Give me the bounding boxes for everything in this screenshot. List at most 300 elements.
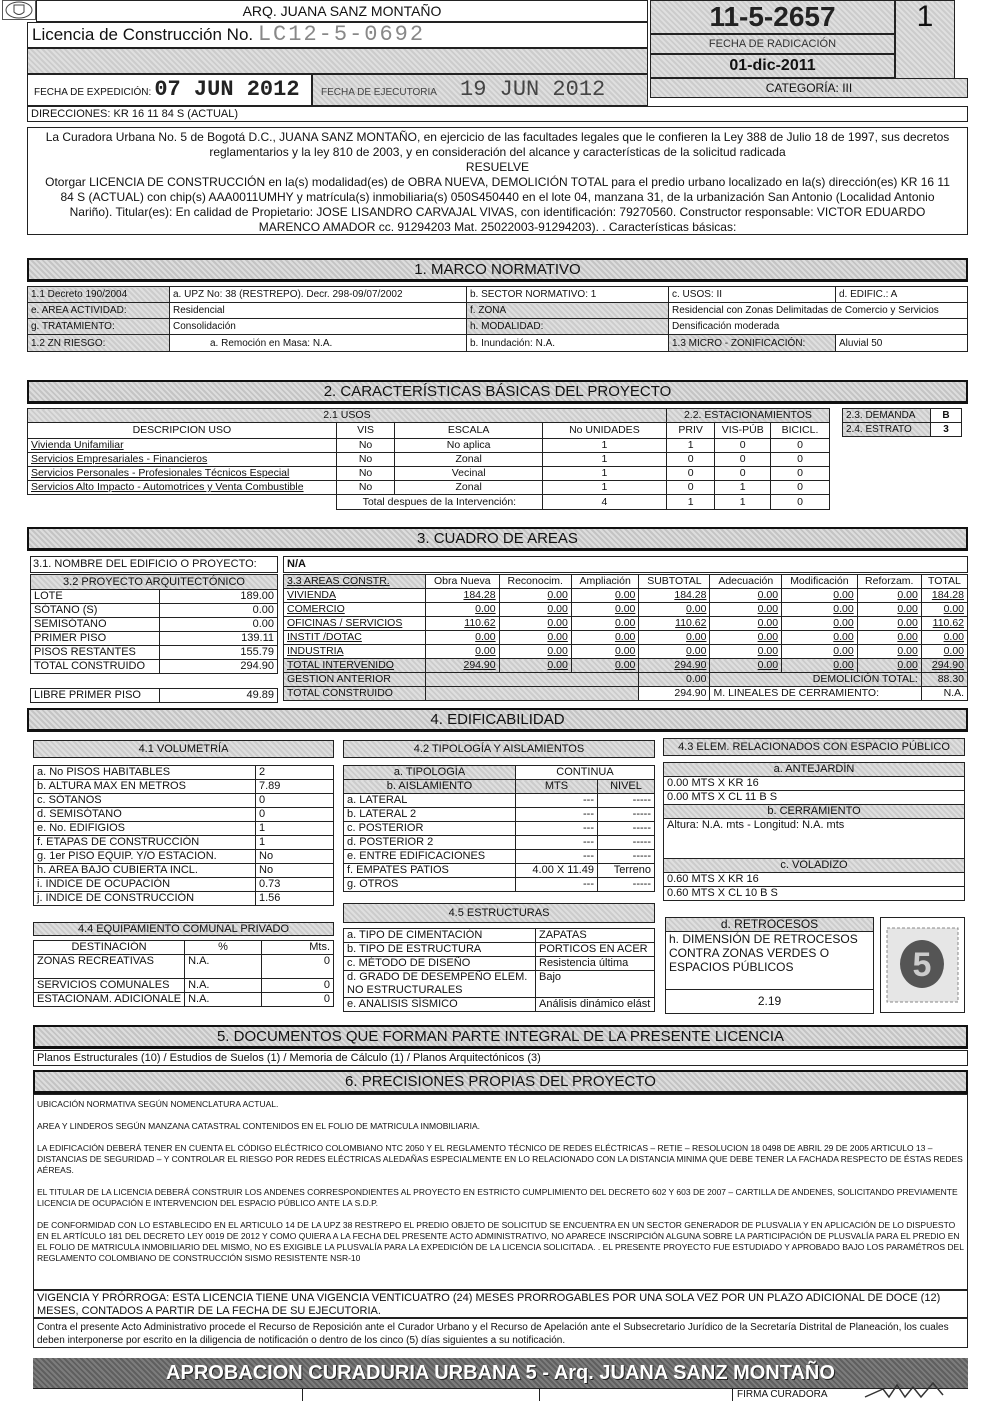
estructuras-table — [343, 928, 655, 1012]
col-vis: VIS — [336, 423, 395, 439]
uso-bicicl: 0 — [771, 439, 830, 453]
vol-label: a. No PISOS HABITABLES — [34, 766, 256, 780]
section-2-title — [27, 380, 968, 404]
blank-cell — [28, 495, 337, 510]
col-bicicl: BICICL. — [771, 423, 830, 439]
curaduria-seal — [880, 917, 965, 1013]
area-reforzam: 0.00 — [857, 645, 921, 659]
equipamiento-title — [33, 922, 334, 936]
volumetria-title-text: 4.1 VOLUMETRÍA — [138, 743, 229, 755]
retrocesos-label: h. DIMENSIÓN DE RETROCESOS CONTRA ZONAS VERDES O ESPACIOS PÚBLICOS — [666, 932, 874, 990]
table-row — [284, 659, 968, 673]
demanda-value: B — [931, 409, 962, 423]
vigencia-box — [33, 1290, 968, 1318]
edific: d. EDIFIC.: A — [836, 287, 968, 303]
license-number: LC12-5-0692 — [257, 22, 426, 47]
table-row — [34, 993, 334, 1007]
precision-5: DE CONFORMIDAD CON LO ESTABLECIDO EN EL ARTICULO 14 DE LA UPZ 38 RESTREPO EL PREDIO OBJETO DE SOLICITUD SE ENCUENTRA EN UN SECTOR GENERADOR DE PLUSVALIA Y EN APLICACIÓN DE LO DISPUESTO EN EL ARTÍCULO 181 DEL DECRETO LEY 0019 DE 2012 Y COMO QUIERA A LA FECHA DEL PRESENTE ACTO ADMINISTRATIVO, NO APARECE INSCRIPCIÓN ALGUNA SOBRE LA PARTICIPACIÓN DE PLUSVALÍA PARA EL PREDIO EN EL FOLIO DE MATRICULA INMOBILIARIO DEL MISMO, NO ES EXIGIBLE LA PLUSVALÍA PARA LA EXPEDICIÓN DE LA LICENCIA SOLICITADA. . EL PRESENTE PROYECTO FUE ESTUDIADO Y APROBADO BAJO LOS PARAMÉTROS DEL REGLAMENTO COLOMBIANO DE CONSTRUCCIÓN SISMO RESISTENTE NSR-10 — [37, 1220, 964, 1263]
vol-label: d. SEMISÓTANO — [34, 808, 256, 822]
preamble-box — [27, 127, 968, 235]
precision-3: LA EDIFICACIÓN DEBERÁ TENER EN CUENTA EL CÓDIGO ELÉCTRICO COLOMBIANO NTC 2050 Y EL REGLAMENTO TÉCNICO DE REDES ELÉCTRICAS – RETIE – RESOLUCION 18 0498 DE ABRIL 29 DE 2005 ARTICULO 13 – DISTANCIAS DE SEGURIDAD – Y CONTROLAR EL RIESGO POR REDES ELÉCTRICAS ALEDAÑAS ESPECIALMENTE EN LO RELACIONADO CON LA DISTANCIA MINIMA QUE DEBE TENER LA FACHADA RESPECTO DE ÉSTAS REDES AÉREAS. — [37, 1143, 963, 1175]
decreto: 1.1 Decreto 190/2004 — [28, 287, 170, 303]
ais-mts: --- — [516, 794, 598, 808]
table-row — [344, 957, 655, 971]
table-row — [34, 979, 334, 993]
fecha-radicacion-label: FECHA DE RADICACIÓN — [708, 38, 837, 50]
area-total: 0.00 — [921, 631, 967, 645]
ais-label: f. EMPATES PATIOS — [344, 864, 516, 878]
page-number: 1 — [916, 0, 934, 33]
total-priv: 1 — [666, 495, 715, 510]
vol-label: f. ETAPAS DE CONSTRUCCIÓN — [34, 836, 256, 850]
sig-cell-1 — [33, 1389, 303, 1401]
total-construido-value: 294.90 — [639, 687, 710, 701]
table-row — [28, 467, 830, 481]
vol-value: 7.89 — [256, 780, 334, 794]
demanda-estrato-table — [842, 408, 962, 437]
categoria-box — [650, 78, 968, 98]
section-3-title — [27, 527, 968, 551]
coat-of-arms-logo — [2, 0, 36, 20]
eq-mts: 0 — [262, 993, 334, 1007]
vol-value: No — [256, 850, 334, 864]
table-row — [34, 780, 334, 794]
area-reconocim: 0.00 — [499, 617, 571, 631]
area-ampliacion: 0.00 — [571, 617, 639, 631]
section-4-title — [27, 708, 968, 732]
categoria: CATEGORÍA: III — [765, 81, 853, 95]
antejardin-title: a. ANTEJARDÍN — [664, 763, 965, 777]
table-row — [344, 822, 655, 836]
eq-porcentaje: N.A. — [185, 979, 262, 993]
area-label: INDUSTRIA — [284, 645, 426, 659]
section-5-title-text: 5. DOCUMENTOS QUE FORMAN PARTE INTEGRAL DE LA PRESENTE LICENCIA — [216, 1028, 785, 1045]
ais-nivel: ----- — [598, 822, 655, 836]
sig-cell-2 — [303, 1389, 540, 1401]
area-subtotal: 0.00 — [639, 631, 710, 645]
tratamiento-value: Consolidación — [170, 319, 467, 335]
proyecto-arq-title: 3.2 PROYECTO ARQUITECTÓNICO — [31, 575, 278, 590]
ais-label: e. ENTRE EDIFICACIONES — [344, 850, 516, 864]
usos-title: 2.1 USOS — [28, 409, 667, 423]
est-value: Bajo — [536, 971, 655, 998]
vigencia-text: VIGENCIA Y PRÓRROGA: ESTA LICENCIA TIENE UNA VIGENCIA VENTICUATRO (24) MESES PRORROGABLES POR UNA SOLA VEZ POR UN PLAZO ADICIONAL DE DOCE (12) MESES, CONTADOS A PARTIR DE LA FECHA DE SU EJECUTORIA. — [37, 1292, 941, 1317]
nombre-proyecto-value-text: N/A — [287, 558, 306, 570]
arq-value: 0.00 — [160, 618, 278, 632]
estrato-label: 2.4. ESTRATO — [843, 423, 931, 437]
precisiones-box — [33, 1094, 968, 1290]
areas-header-row — [284, 575, 968, 589]
upz: a. UPZ No: 38 (RESTREPO). Decr. 298-09/07/2002 — [170, 287, 467, 303]
libre-primer-piso-value: 49.89 — [160, 689, 278, 703]
table-row — [34, 794, 334, 808]
area-total: 0.00 — [921, 645, 967, 659]
col-subtotal: SUBTOTAL — [639, 575, 710, 589]
gestion-anterior-value: 0.00 — [639, 673, 710, 687]
documentos-list — [33, 1050, 968, 1066]
vol-label: c. SÓTANOS — [34, 794, 256, 808]
blank-cell — [426, 673, 639, 687]
area-obra-nueva: 184.28 — [426, 589, 500, 603]
uso-priv: 0 — [666, 467, 715, 481]
arq-label: TOTAL CONSTRUIDO — [31, 660, 160, 674]
uso-vis-pub: 0 — [715, 439, 771, 453]
uso-unidades: 1 — [542, 453, 666, 467]
area-adecuacion: 0.00 — [710, 659, 782, 673]
arq-label: PISOS RESTANTES — [31, 646, 160, 660]
table-row — [344, 943, 655, 957]
fecha-radicacion: 01-dic-2011 — [729, 57, 816, 74]
arq-value: 189.00 — [160, 590, 278, 604]
area-ampliacion: 0.00 — [571, 589, 639, 603]
section-6-title — [33, 1070, 968, 1094]
ais-nivel: ----- — [598, 794, 655, 808]
table-row — [344, 878, 655, 892]
col-adecuacion: Adecuación — [710, 575, 782, 589]
est-value: Resistencia última — [536, 957, 655, 971]
direcciones-box — [27, 106, 968, 122]
arq-value: 155.79 — [160, 646, 278, 660]
vol-value: 1 — [256, 836, 334, 850]
area-obra-nueva: 294.90 — [426, 659, 500, 673]
uso-vis-pub: 0 — [715, 467, 771, 481]
area-ampliacion: 0.00 — [571, 631, 639, 645]
area-ampliacion: 0.00 — [571, 645, 639, 659]
area-label: OFICINAS / SERVICIOS — [284, 617, 426, 631]
voladizo-title: c. VOLADIZO — [664, 859, 965, 873]
table-row — [344, 794, 655, 808]
col-reforzam: Reforzam. — [857, 575, 921, 589]
table-row — [344, 836, 655, 850]
shield-icon — [3, 1, 35, 19]
aislamiento-nivel: NIVEL — [598, 780, 655, 794]
vol-value: No — [256, 864, 334, 878]
area-label: COMERCIO — [284, 603, 426, 617]
eq-porcentaje: N.A. — [185, 955, 262, 979]
uso-unidades: 1 — [542, 439, 666, 453]
area-reforzam: 0.00 — [857, 617, 921, 631]
tipologia-table — [343, 765, 655, 892]
table-row — [31, 646, 278, 660]
ais-mts: --- — [516, 878, 598, 892]
total-unidades: 4 — [542, 495, 666, 510]
uso-bicicl: 0 — [771, 481, 830, 495]
col-total: TOTAL — [921, 575, 967, 589]
table-row — [31, 618, 278, 632]
proyecto-arquitectonico-table — [30, 574, 278, 703]
area-actividad-value: Residencial — [170, 303, 467, 319]
table-row — [344, 929, 655, 943]
uso-unidades: 1 — [542, 467, 666, 481]
col-porcentaje: % — [185, 941, 262, 955]
recursos-box — [33, 1318, 968, 1348]
eq-porcentaje: N.A. — [185, 993, 262, 1007]
est-label: e. ANALISIS SÍSMICO — [344, 998, 536, 1012]
equipamiento-title-text: 4.4 EQUIPAMIENTO COMUNAL PRIVADO — [77, 923, 290, 935]
area-subtotal: 0.00 — [639, 603, 710, 617]
uso-descripcion: Servicios Empresariales - Financieros — [28, 453, 337, 467]
direcciones: DIRECCIONES: KR 16 11 84 S (ACTUAL) — [31, 108, 239, 120]
uso-priv: 0 — [666, 481, 715, 495]
uso-bicicl: 0 — [771, 467, 830, 481]
area-modificacion: 0.00 — [782, 589, 858, 603]
area-reforzam: 0.00 — [857, 589, 921, 603]
uso-escala: No aplica — [395, 439, 543, 453]
ais-nivel: ----- — [598, 836, 655, 850]
table-row — [34, 766, 334, 780]
table-row — [34, 808, 334, 822]
fecha-expedicion-label: FECHA DE EXPEDICIÓN: — [34, 87, 152, 98]
arq-label: LOTE — [31, 590, 160, 604]
area-label: TOTAL INTERVENIDO — [284, 659, 426, 673]
sector-normativo: b. SECTOR NORMATIVO: 1 — [467, 287, 669, 303]
table-row — [28, 481, 830, 495]
area-reforzam: 0.00 — [857, 659, 921, 673]
inundacion: b. Inundación: N.A. — [467, 335, 669, 352]
fecha-radicacion-box — [650, 54, 895, 78]
col-destinacion: DESTINACIÓN — [34, 941, 185, 955]
uso-vis-pub: 0 — [715, 453, 771, 467]
area-obra-nueva: 110.62 — [426, 617, 500, 631]
curadora-name-box — [36, 0, 648, 22]
section-1-title-text: 1. MARCO NORMATIVO — [414, 261, 581, 278]
ais-mts: --- — [516, 808, 598, 822]
uso-vis: No — [336, 467, 395, 481]
blank-header-row — [27, 48, 648, 74]
col-obra-nueva: Obra Nueva — [426, 575, 500, 589]
area-label: INSTIT /DOTAC — [284, 631, 426, 645]
fecha-expedicion-box — [27, 74, 312, 106]
area-modificacion: 0.00 — [782, 631, 858, 645]
ais-nivel: Terreno — [598, 864, 655, 878]
radicado-number: 11-5-2657 — [709, 1, 836, 32]
ais-label: c. POSTERIOR — [344, 822, 516, 836]
est-label: c. MÉTODO DE DISEÑO — [344, 957, 536, 971]
est-value: PORTICOS EN ACER — [536, 943, 655, 957]
vol-label: h. AREA BAJO CUBIERTA INCL. — [34, 864, 256, 878]
area-total: 0.00 — [921, 603, 967, 617]
table-row — [34, 892, 334, 906]
arq-label: SEMISÓTANO — [31, 618, 160, 632]
table-row — [34, 836, 334, 850]
section-6-title-text: 6. PRECISIONES PROPIAS DEL PROYECTO — [345, 1073, 656, 1090]
table-row — [31, 660, 278, 674]
ais-label: d. POSTERIOR 2 — [344, 836, 516, 850]
eq-destinacion: ZONAS RECREATIVAS — [34, 955, 185, 979]
table-row — [28, 439, 830, 453]
remocion-masa: a. Remoción en Masa: N.A. — [170, 335, 467, 352]
area-total: 294.90 — [921, 659, 967, 673]
fecha-ejecutoria-label: FECHA DE EJECUTORIA — [321, 87, 437, 98]
area-modificacion: 0.00 — [782, 617, 858, 631]
section-1-title — [27, 258, 968, 282]
uso-vis: No — [336, 439, 395, 453]
table-row — [284, 631, 968, 645]
fecha-ejecutoria-box — [312, 74, 648, 106]
preamble-otorgar: Otorgar LICENCIA DE CONSTRUCCIÓN en la(s) modalidad(es) de OBRA NUEVA, DEMOLICIÓN TOTAL para el predio urbano localizado en la(s) dirección(es) KR 16 11 84 S (ACTUAL) con chip(s) AAA0011UMHY y matrícula(s) inmobiliaria(s) 050S450440 en el lote 04, manzana 31, de la urbanización San Antonio (Localidad Antonio Nariño). Titular(es): En calidad de Propietario: JOSE LISANDRO CARVAJAL VIVAS, con identificación: 79270560. Constructor responsable: VICTOR EDUARDO MARENCO AMADOR cc. 91294203 Mat. 25022003-91294203). . Características básicas: — [45, 175, 950, 234]
signature-scribble-icon — [863, 1381, 963, 1401]
eq-destinacion: ESTACIONAM. ADICIONALE — [34, 993, 185, 1007]
area-subtotal: 110.62 — [639, 617, 710, 631]
col-areas: 3.3 AREAS CONSTR. — [284, 575, 426, 589]
col-descripcion: DESCRIPCION USO — [28, 423, 337, 439]
table-row — [344, 998, 655, 1012]
table-row — [31, 590, 278, 604]
vol-value: 1 — [256, 822, 334, 836]
vol-value: 2 — [256, 766, 334, 780]
demolicion-value: 88.30 — [921, 673, 967, 687]
precision-4: EL TITULAR DE LA LICENCIA DEBERÁ CONSTRUIR LOS ANDENES CORRESPONDIENTES AL PROYECTO EN ESTRICTO CUMPLIMIENTO DEL DECRETO 602 Y 603 DE 2007 – CARTILLA DE ANDENES, SOLICITANDO PREVIAMENTE LICENCIA DE OCUPACIÓN E INTERVENCION DEL ESPACIO PÚBLICO ANTE LA S.D.P. — [37, 1187, 958, 1208]
vol-value: 1.56 — [256, 892, 334, 906]
ais-mts: --- — [516, 836, 598, 850]
uso-vis: No — [336, 481, 395, 495]
total-vis-pub: 1 — [715, 495, 771, 510]
arq-value: 0.00 — [160, 604, 278, 618]
cerramiento-label: M. LINEALES DE CERRAMIENTO: — [710, 687, 921, 701]
col-escala: ESCALA — [395, 423, 543, 439]
antejardin-line: 0.00 MTS X CL 11 B S — [664, 791, 965, 805]
uso-vis: No — [336, 453, 395, 467]
table-row — [31, 604, 278, 618]
voladizo-line: 0.60 MTS X CL 10 B S — [664, 887, 965, 901]
table-row — [34, 864, 334, 878]
area-subtotal: 0.00 — [639, 645, 710, 659]
volumetria-title — [33, 740, 334, 758]
table-row — [284, 645, 968, 659]
micro-zonificacion-value: Aluvial 50 — [836, 335, 968, 352]
tratamiento-label: g. TRATAMIENTO: — [28, 319, 170, 335]
area-ampliacion: 0.00 — [571, 603, 639, 617]
vol-label: b. ALTURA MAX EN METROS — [34, 780, 256, 794]
area-ampliacion: 0.00 — [571, 659, 639, 673]
uso-escala: Zonal — [395, 481, 543, 495]
vol-label: g. 1er PISO EQUIP. Y/O ESTACION. — [34, 850, 256, 864]
area-adecuacion: 0.00 — [710, 645, 782, 659]
col-vis-pub: VIS-PÚB — [715, 423, 771, 439]
zona-value: Residencial con Zonas Delimitadas de Comercio y Servicios — [669, 303, 968, 319]
volumetria-table — [33, 765, 334, 906]
micro-zonificacion-label: 1.3 MICRO - ZONIFICACIÓN: — [669, 335, 836, 352]
tipologia-title — [343, 740, 655, 758]
aislamiento-label: b. AISLAMIENTO — [344, 780, 516, 794]
uso-descripcion: Servicios Alto Impacto - Automotrices y Venta Combustible — [28, 481, 337, 495]
license-box — [27, 22, 648, 48]
table-row — [28, 453, 830, 467]
table-row — [34, 822, 334, 836]
recursos-text: Contra el presente Acto Administrativo procede el Recurso de Reposición ante el Curador Urbano y el Recurso de Apelación ante el Subsecretario Jurídico de la Secretaría Distrital de Planeación, los cuales deben interponerse por escrito en la diligencia de notificación o dentro de los cinco (5) días siguientes a su notificación. — [37, 1322, 949, 1346]
uso-priv: 0 — [666, 453, 715, 467]
area-reforzam: 0.00 — [857, 603, 921, 617]
table-row — [284, 617, 968, 631]
nombre-proyecto-label — [30, 556, 278, 573]
precision-1: UBICACIÓN NORMATIVA SEGÚN NOMENCLATURA ACTUAL. — [37, 1099, 279, 1109]
cerramiento-value: N.A. — [921, 687, 967, 701]
zona-label: f. ZONA — [467, 303, 669, 319]
radicado-box — [650, 0, 895, 34]
modalidad-value: Densificación moderada — [669, 319, 968, 335]
total-bicicl: 0 — [771, 495, 830, 510]
vol-value: 0 — [256, 794, 334, 808]
ais-nivel: ----- — [598, 808, 655, 822]
area-actividad-label: e. AREA ACTIVIDAD: — [28, 303, 170, 319]
resuelve-heading: RESUELVE — [465, 160, 530, 174]
est-label: d. GRADO DE DESEMPEÑO ELEM. NO ESTRUCTURALES — [344, 971, 536, 998]
svg-text:5: 5 — [912, 946, 932, 984]
vol-value: 0.73 — [256, 878, 334, 892]
est-label: a. TIPO DE CIMENTACIÓN — [344, 929, 536, 943]
area-total: 110.62 — [921, 617, 967, 631]
zn-riesgo-label: 1.2 ZN RIESGO: — [28, 335, 170, 352]
area-reconocim: 0.00 — [499, 589, 571, 603]
table-row — [34, 878, 334, 892]
sig-cell-3 — [540, 1389, 733, 1401]
nombre-proyecto-label-text: 3.1. NOMBRE DEL EDIFICIO O PROYECTO: — [33, 558, 257, 570]
voladizo-line: 0.60 MTS X KR 16 — [664, 873, 965, 887]
section-3-title-text: 3. CUADRO DE AREAS — [417, 530, 578, 547]
aprobacion-banner — [33, 1358, 968, 1388]
ais-label: g. OTROS — [344, 878, 516, 892]
espacio-publico-table — [663, 762, 965, 901]
areas-construidas-table — [283, 574, 968, 701]
est-value: ZAPATAS — [536, 929, 655, 943]
area-obra-nueva: 0.00 — [426, 631, 500, 645]
area-reconocim: 0.00 — [499, 645, 571, 659]
precision-2: AREA Y LINDEROS SEGÚN MANZANA CATASTRAL CONTENIDOS EN EL FOLIO DE MATRICULA INMOBILIARIA. — [37, 1121, 481, 1131]
est-label: b. TIPO DE ESTRUCTURA — [344, 943, 536, 957]
marco-normativo-table — [27, 286, 968, 352]
aislamiento-mts: MTS — [516, 780, 598, 794]
uso-unidades: 1 — [542, 481, 666, 495]
vol-label: e. No. EDIFIGIOS — [34, 822, 256, 836]
area-modificacion: 0.00 — [782, 603, 858, 617]
area-modificacion: 0.00 — [782, 645, 858, 659]
ais-mts: 4.00 X 11.49 — [516, 864, 598, 878]
total-construido-label: TOTAL CONSTRUIDO — [284, 687, 426, 701]
retrocesos-value: 2.19 — [666, 990, 874, 1014]
uso-descripcion: Vivienda Unifamiliar — [28, 439, 337, 453]
table-row — [344, 864, 655, 878]
eq-mts: 0 — [262, 955, 334, 979]
estacionamientos-title: 2.2. ESTACIONAMIENTOS — [666, 409, 829, 423]
aprobacion-text: APROBACION CURADURIA URBANA 5 - Arq. JUANA SANZ MONTAÑO — [166, 1362, 835, 1384]
table-row — [284, 603, 968, 617]
tipologia-value: CONTINUA — [516, 766, 655, 780]
area-reforzam: 0.00 — [857, 631, 921, 645]
eq-mts: 0 — [262, 979, 334, 993]
tipologia-label: a. TIPOLOGÍA — [344, 766, 516, 780]
estrato-value: 3 — [931, 423, 962, 437]
area-adecuacion: 0.00 — [710, 631, 782, 645]
libre-primer-piso-label: LIBRE PRIMER PISO — [31, 689, 160, 703]
vol-value: 0 — [256, 808, 334, 822]
signature-row — [33, 1388, 968, 1400]
col-modificacion: Modificación — [782, 575, 858, 589]
demanda-label: 2.3. DEMANDA — [843, 409, 931, 423]
est-value: Análisis dinámico elást — [536, 998, 655, 1012]
vol-label: i. INDICE DE OCUPACIÓN — [34, 878, 256, 892]
area-reconocim: 0.00 — [499, 659, 571, 673]
tipologia-title-text: 4.2 TIPOLOGÍA Y AISLAMIENTOS — [413, 743, 585, 755]
col-priv: PRIV — [666, 423, 715, 439]
cerramiento-title: b. CERRAMIENTO — [664, 805, 965, 819]
col-ampliacion: Ampliación — [571, 575, 639, 589]
ais-nivel: ----- — [598, 878, 655, 892]
cerramiento-value: Altura: N.A. mts - Longitud: N.A. mts — [664, 819, 965, 859]
documentos-text: Planos Estructurales (10) / Estudios de Suelos (1) / Memoria de Cálculo (1) / Planos Arquitectónicos (3) — [37, 1052, 541, 1064]
espacio-publico-title-text: 4.3 ELEM. RELACIONADOS CON ESPACIO PÚBLICO — [678, 741, 950, 753]
estructuras-title — [343, 903, 655, 923]
uso-escala: Zonal — [395, 453, 543, 467]
